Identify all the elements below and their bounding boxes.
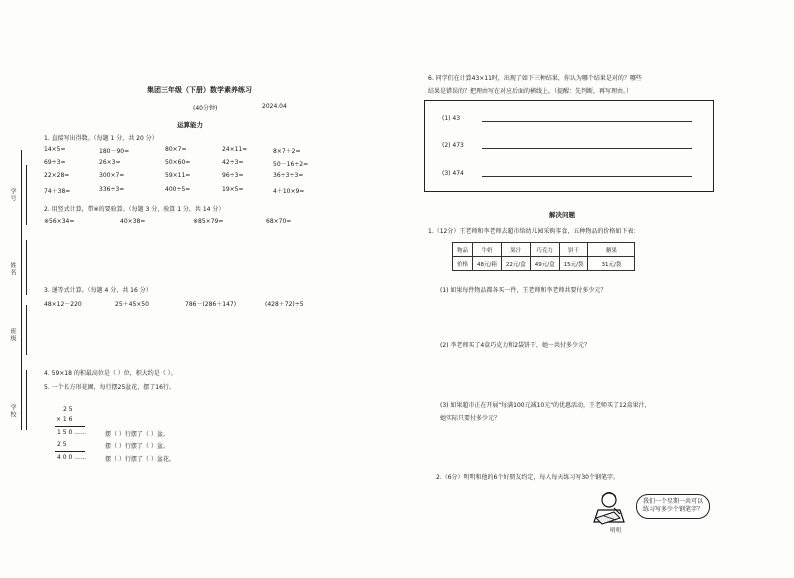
calc-line: 2 5 — [63, 406, 73, 413]
p1-sub3a: (3) 如果超市正在开展"每满100元减10元"的优惠活动，王老师买了12盒果汁， — [440, 402, 651, 409]
q3-item: 25＋45×50 — [115, 301, 149, 308]
q1-item: 69÷3= — [44, 159, 66, 166]
table-cell: 物品 — [453, 243, 473, 257]
q1-item: 42÷3= — [222, 159, 244, 166]
calc-line: 4 0 0 …… — [57, 454, 87, 461]
q5-fill-line[interactable]: 摆（ ）行摆了（ ）盆花。 — [105, 456, 175, 463]
boy-name: 明明 — [610, 528, 622, 534]
q6-text-1: 6. 同学们在计算43×11时，出现了如下三种结果，你认为哪个结果是对的？哪些 — [428, 75, 642, 82]
binding-line — [21, 150, 22, 430]
section-header-computation: 运算能力 — [177, 121, 203, 129]
calc-rule — [55, 451, 85, 452]
q2-item: 68×70= — [266, 218, 292, 225]
q1-item: 14×5= — [44, 146, 66, 153]
q1-item: 50－16÷2= — [273, 161, 309, 168]
q3-item: (428＋72)÷5 — [265, 301, 304, 308]
table-cell: 果汁 — [501, 243, 530, 257]
calc-rule — [55, 426, 85, 427]
q2-title: 2. 用竖式计算，带※的要验算。（每题 3 分，验算 1 分，共 14 分） — [44, 206, 225, 213]
table-row — [453, 243, 635, 257]
side-fill-line-4[interactable] — [26, 370, 27, 430]
q1-item: 36÷3÷3= — [273, 172, 304, 179]
q1-item: 19×5= — [222, 186, 244, 193]
q5-fill-line[interactable]: 摆（ ）行摆了（ ）盆。 — [105, 443, 169, 450]
speech-line: 练习写多少个钢笔字？ — [643, 506, 704, 514]
q3-title: 3. 递等式计算。（每题 4 分，共 16 分） — [44, 287, 152, 294]
side-fill-line-3[interactable] — [26, 305, 27, 355]
q1-item: 400÷5= — [165, 186, 191, 193]
p1-sub3b: 她实际只要付多少元？ — [440, 415, 501, 422]
exam-time: (40分钟) — [193, 105, 218, 112]
table-cell: 15元/袋 — [559, 257, 588, 271]
side-fill-line-2[interactable] — [26, 240, 27, 295]
q6-option: (1) 43 — [442, 115, 461, 122]
q1-item: 180－90= — [99, 148, 130, 155]
table-cell: 巧克力 — [530, 243, 559, 257]
q1-item: 4＋10×9= — [273, 188, 305, 195]
price-table — [452, 242, 635, 271]
p1-sub1: (1) 如果每件物品都各买一件，王老师和李老师共要付多少元？ — [440, 287, 607, 294]
q1-item: 8×7＋2= — [273, 148, 301, 155]
side-label-class: 班级 — [9, 328, 16, 342]
table-cell: 31元/袋 — [588, 257, 635, 271]
table-cell: 价格 — [453, 257, 473, 271]
q1-item: 336÷3= — [99, 186, 125, 193]
q6-option: (2) 473 — [442, 142, 464, 149]
table-cell: 22元/盒 — [501, 257, 530, 271]
q1-item: 26×3= — [99, 159, 121, 166]
table-cell: 49元/盒 — [530, 257, 559, 271]
q5-fill-line[interactable]: 摆（ ）行摆了（ ）盆。 — [105, 431, 169, 438]
q1-item: 24×11= — [222, 146, 248, 153]
table-cell: 牛奶 — [473, 243, 502, 257]
q1-item: 300×7= — [99, 172, 125, 179]
q1-item: 74＋38= — [44, 188, 71, 195]
calc-line: × 1 6 — [56, 416, 73, 423]
table-row — [453, 257, 635, 271]
page-title: 集团三年级（下册）数学素养练习 — [147, 86, 252, 94]
table-cell: 饼干 — [559, 243, 588, 257]
q4-text: 4. 59×18 的积最高位是（ ）位，积大约是（ ）。 — [44, 370, 177, 377]
q6-answer-box — [424, 100, 714, 192]
q6-answer-line[interactable] — [482, 121, 692, 122]
q2-item: ※85×79= — [193, 218, 224, 225]
q3-item: 48×12－220 — [44, 301, 82, 308]
p1-sub2: (2) 李老师买了4盒巧克力和2袋饼干，她一共付多少元？ — [440, 342, 591, 349]
calc-line: 2 5 — [57, 441, 67, 448]
side-label-name: 姓名 — [9, 262, 16, 276]
q2-item: 40×38= — [120, 218, 146, 225]
side-label-school: 学校 — [9, 404, 16, 418]
side-fill-line-1[interactable] — [26, 165, 27, 225]
boy-illustration-icon — [590, 488, 628, 526]
speech-line: 我们一个星期一共可以 — [643, 498, 704, 505]
q2-item: ※56×34= — [44, 218, 75, 225]
q6-answer-line[interactable] — [482, 176, 692, 177]
q1-item: 50×60= — [165, 159, 191, 166]
q6-answer-line[interactable] — [482, 148, 692, 149]
calc-line: 1 5 0 …… — [57, 429, 87, 436]
q1-item: 96÷3= — [222, 172, 244, 179]
q6-text-2: 结果是错误的？把理由写在对应后面的横线上。（提醒：先判断，再写理由。） — [428, 88, 633, 95]
q1-item: 22×28= — [44, 172, 70, 179]
section-header-problem-solving: 解决问题 — [549, 211, 575, 219]
q5-title: 5. 一个长方形花圃，每行摆25盆花，摆了16行。 — [44, 384, 175, 391]
q6-option: (3) 474 — [442, 170, 464, 177]
table-cell: 糖果 — [588, 243, 635, 257]
q1-item: 59×11= — [165, 172, 191, 179]
side-label-number: 学号 — [9, 188, 16, 202]
q1-item: 80×7= — [165, 146, 187, 153]
p1-text: 1.（12分）王老师和李老师去超市给幼儿园采购零食，五种物品的价格如下表： — [428, 228, 640, 235]
q1-title: 1. 直接写出得数。（每题 1 分，共 20 分） — [44, 135, 158, 142]
speech-bubble — [636, 494, 710, 519]
table-cell: 48元/箱 — [473, 257, 502, 271]
p2-text: 2.（6分）明明和他的6个好朋友约定，每人每天练习写30个钢笔字。 — [436, 474, 619, 481]
q3-item: 786－(286＋147) — [185, 301, 237, 308]
exam-date: 2024.04 — [262, 103, 287, 110]
